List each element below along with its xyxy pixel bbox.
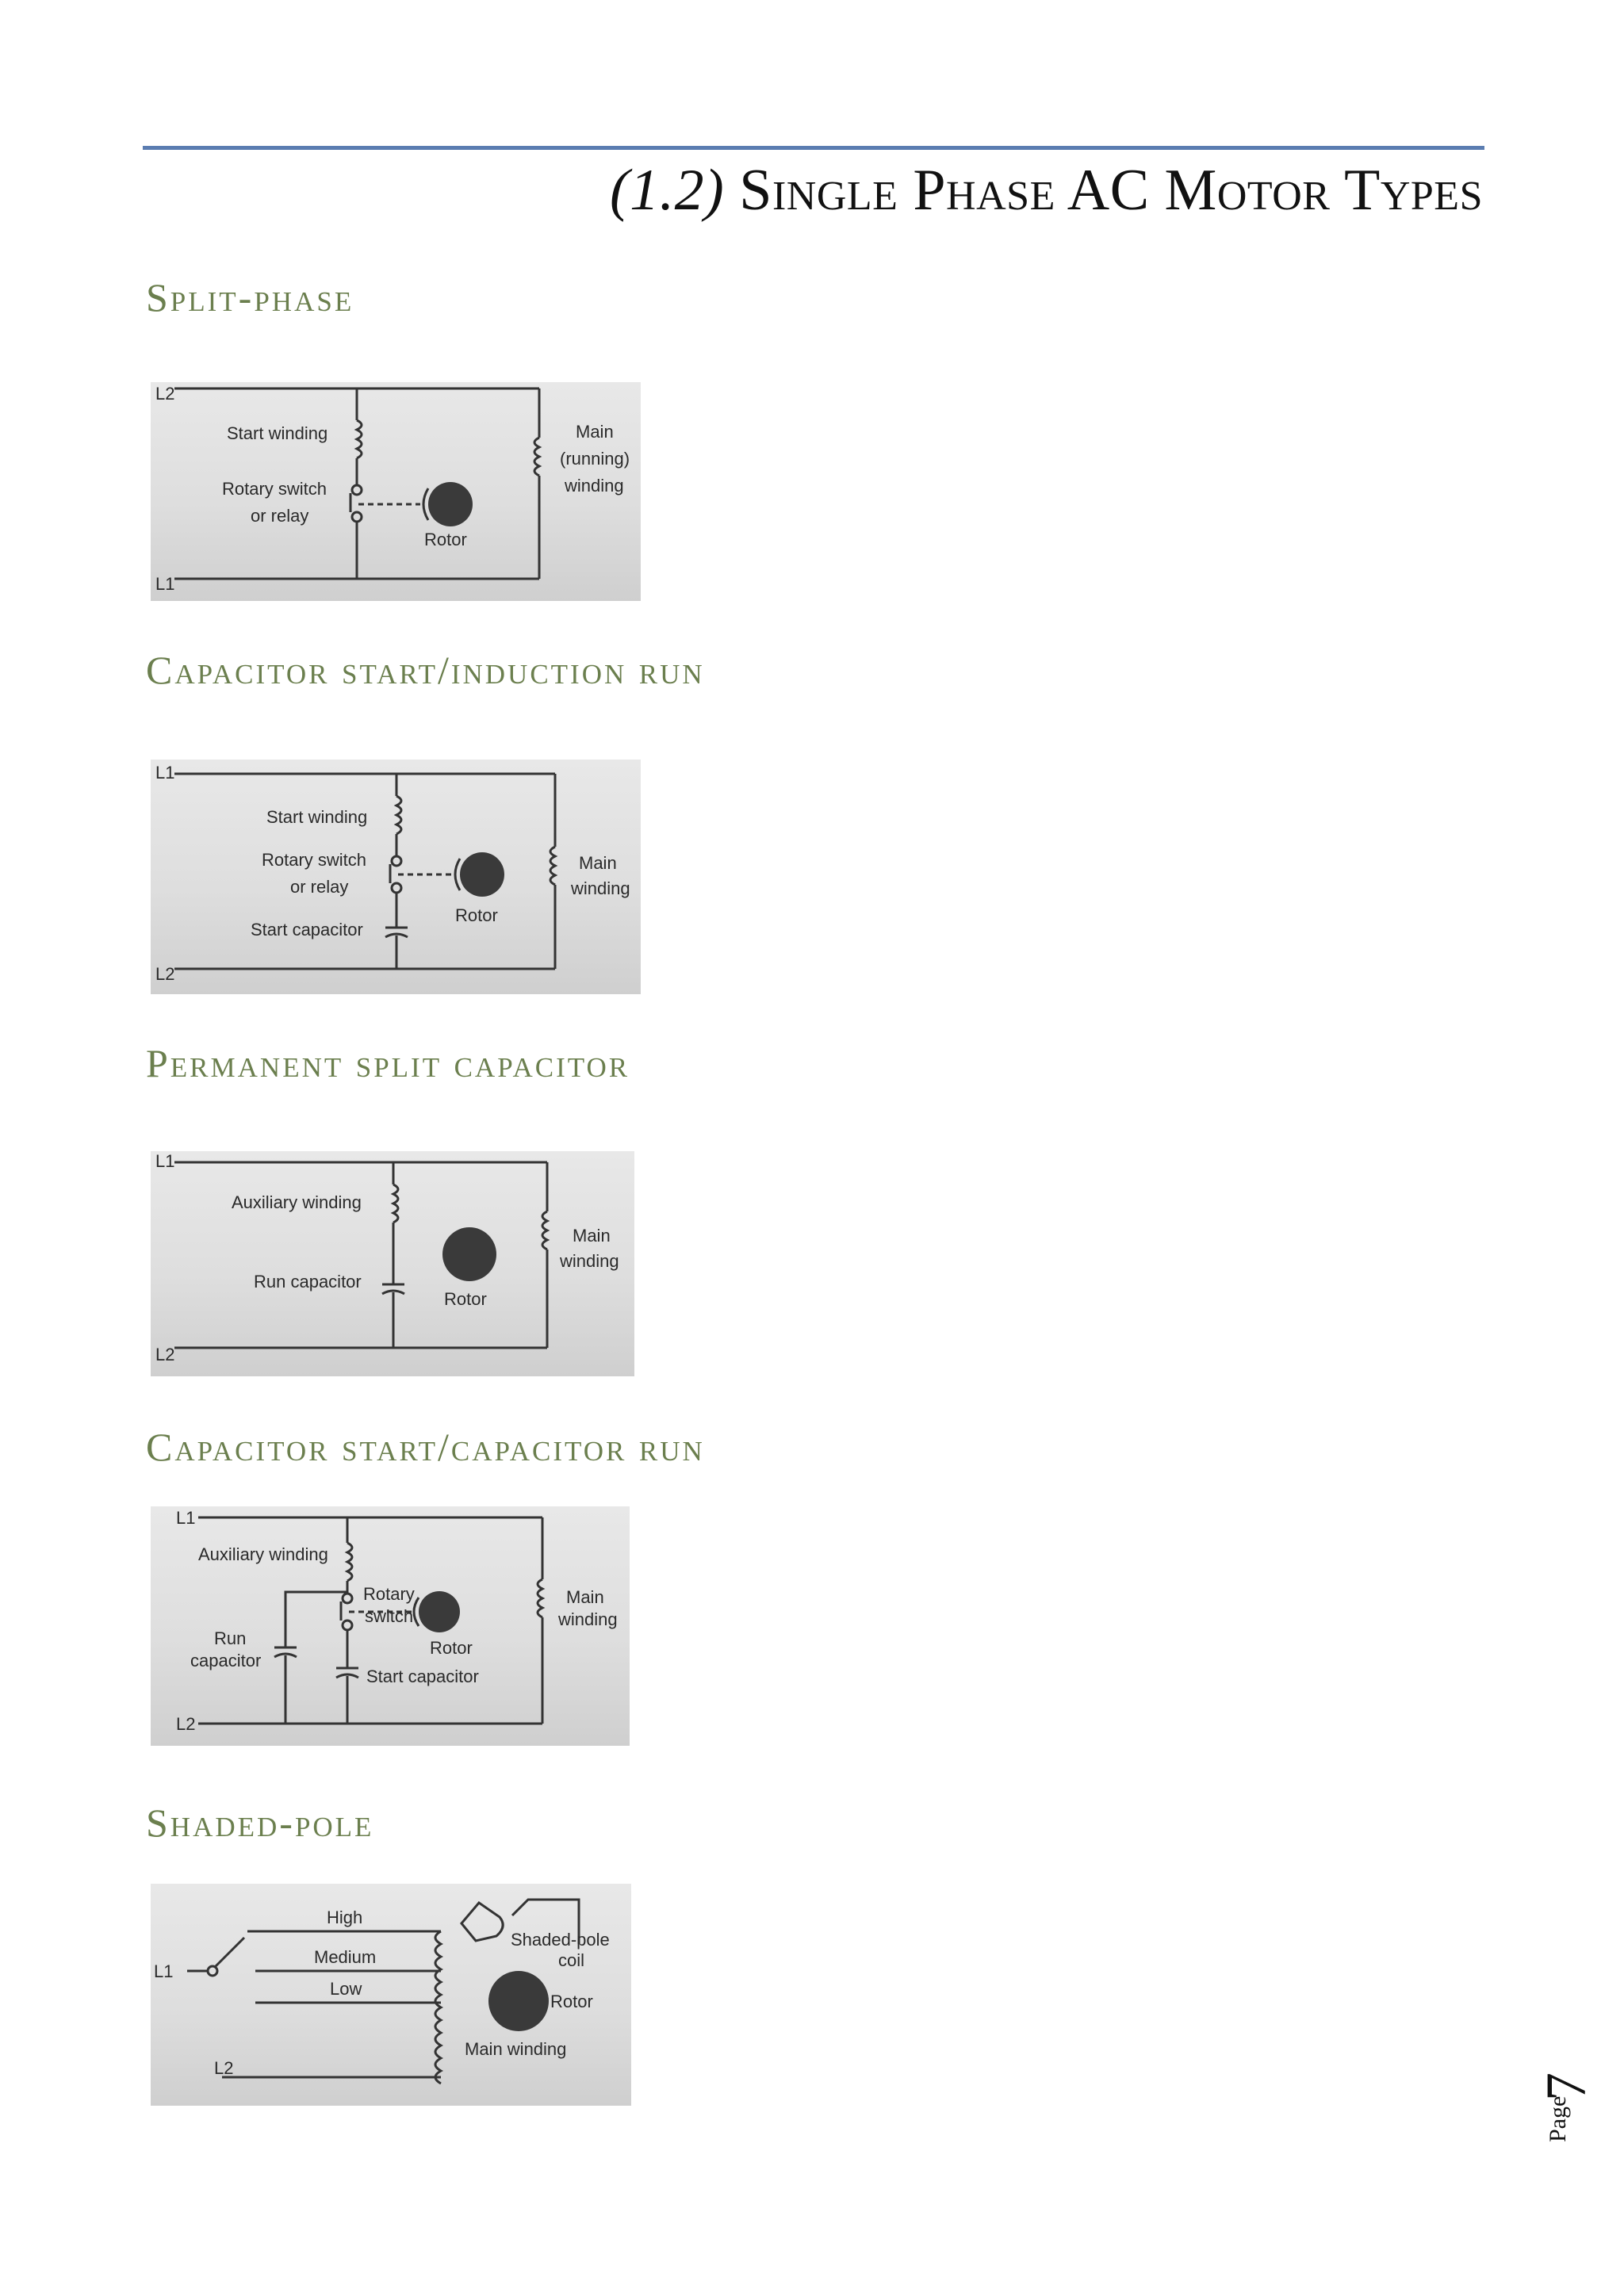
page-word: Page	[1545, 2095, 1571, 2142]
label-l2: L2	[155, 1345, 175, 1364]
label-coil: coil	[558, 1950, 585, 1970]
label-low: Low	[330, 1979, 362, 1999]
label-main: Main	[566, 1587, 604, 1607]
label-l2: L2	[155, 964, 175, 984]
label-main-winding: Main winding	[465, 2039, 567, 2059]
label-l1: L1	[176, 1508, 196, 1528]
diagram-permanent-split-capacitor	[151, 1151, 634, 1376]
label-or-relay: or relay	[251, 506, 309, 526]
label-start-capacitor: Start capacitor	[366, 1667, 479, 1686]
circuit-capacitor-start-capacitor-run	[151, 1506, 630, 1746]
label-auxiliary-winding: Auxiliary winding	[232, 1192, 362, 1212]
label-rotor: Rotor	[550, 1992, 593, 2011]
circuit-split-phase	[151, 382, 641, 601]
heading-shaded-pole: Shaded-pole	[146, 1800, 374, 1845]
label-high: High	[327, 1908, 363, 1927]
label-shaded-pole: Shaded-pole	[511, 1930, 610, 1950]
label-rotor: Rotor	[430, 1638, 473, 1658]
circuit-shaded-pole	[151, 1884, 631, 2106]
label-run-capacitor: Run capacitor	[254, 1272, 362, 1292]
label-l2: L2	[155, 384, 175, 404]
label-l2: L2	[176, 1714, 196, 1734]
label-switch: switch	[365, 1606, 414, 1626]
label-start-winding: Start winding	[266, 807, 368, 827]
label-main: Main	[576, 422, 614, 442]
heading-split-phase: Split-phase	[146, 275, 354, 320]
circuit-capacitor-start-induction-run	[151, 760, 641, 994]
diagram-split-phase	[151, 382, 641, 601]
heading-capacitor-start-capacitor-run: Capacitor start/capacitor run	[146, 1425, 705, 1469]
label-l1: L1	[154, 1961, 174, 1981]
label-rotor: Rotor	[424, 530, 467, 549]
circuit-permanent-split-capacitor	[151, 1151, 634, 1376]
label-start-capacitor: Start capacitor	[251, 920, 363, 939]
heading-capacitor-start-induction-run: Capacitor start/induction run	[146, 648, 705, 692]
label-rotor: Rotor	[455, 905, 498, 925]
label-rotary-switch: Rotary switch	[222, 479, 327, 499]
label-start-winding: Start winding	[227, 423, 328, 443]
label-winding: winding	[560, 1251, 619, 1271]
label-main: Main	[573, 1226, 611, 1246]
label-rotary-switch: Rotary switch	[262, 850, 367, 870]
label-winding: winding	[571, 878, 630, 898]
label-run: Run	[214, 1628, 247, 1648]
title-rule	[143, 146, 1484, 150]
title-text: Single Phase AC Motor Types	[739, 158, 1483, 223]
page-digit: 7	[1534, 2072, 1598, 2101]
label-rotary: Rotary	[363, 1584, 415, 1604]
diagram-capacitor-start-induction-run	[151, 760, 641, 994]
diagram-capacitor-start-capacitor-run	[151, 1506, 630, 1746]
title-number: (1.2)	[610, 158, 725, 223]
label-main: Main	[579, 853, 617, 873]
label-running: (running)	[560, 449, 630, 469]
label-l1: L1	[155, 1151, 175, 1171]
label-l1: L1	[155, 574, 175, 594]
label-l1: L1	[155, 763, 175, 783]
label-medium: Medium	[314, 1947, 377, 1967]
label-or-relay: or relay	[290, 877, 349, 897]
page-number	[1534, 2053, 1598, 2156]
label-l2: L2	[214, 2058, 234, 2078]
diagram-shaded-pole	[151, 1884, 631, 2106]
page-title	[610, 157, 1483, 224]
label-winding: winding	[558, 1609, 618, 1629]
heading-permanent-split-capacitor: Permanent split capacitor	[146, 1041, 630, 1085]
label-auxiliary-winding: Auxiliary winding	[198, 1544, 328, 1564]
label-rotor: Rotor	[444, 1289, 487, 1309]
label-winding: winding	[565, 476, 624, 496]
label-capacitor: capacitor	[190, 1651, 262, 1670]
